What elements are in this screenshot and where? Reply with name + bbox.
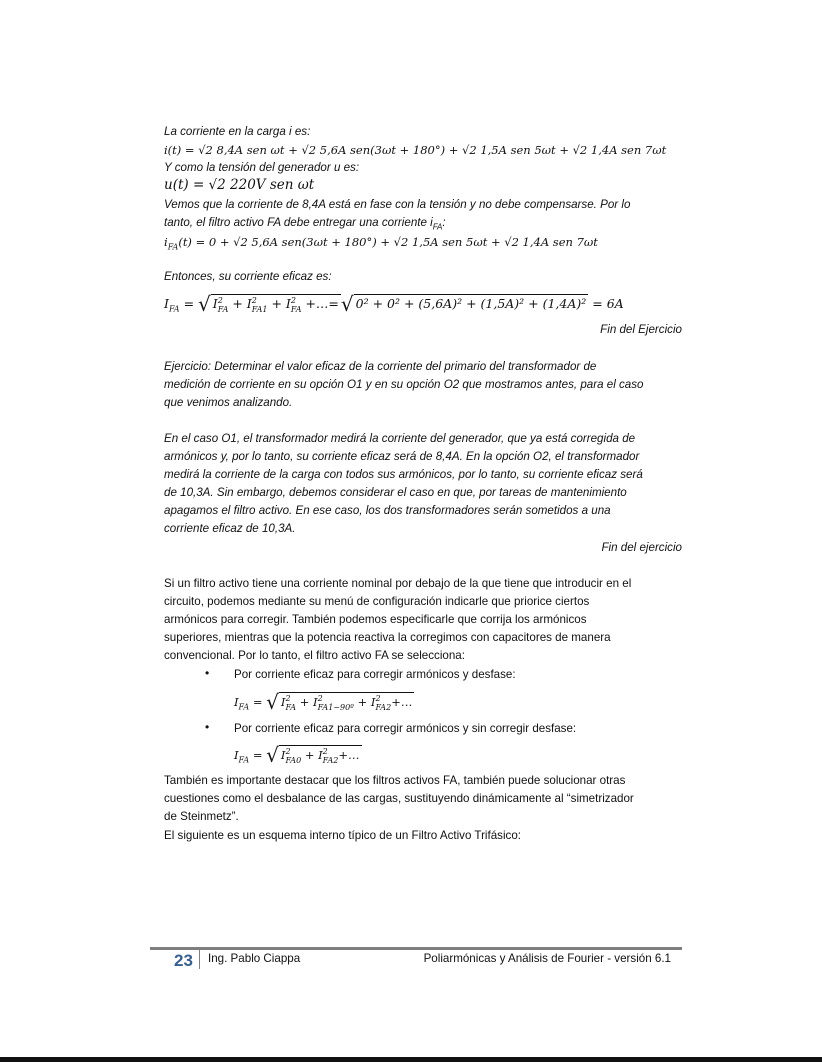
eq-equals: =: [179, 296, 199, 311]
term-sub: FA: [290, 304, 302, 314]
term-indices: [323, 747, 339, 765]
radicand: 0² + 0² + (5,6A)² + (1,5A)² + (1,4A)²: [355, 296, 587, 311]
text-line: de 10,3A. Sin embargo, debemos considerar el caso en que, por tareas de mantenimiento: [164, 486, 627, 499]
text-line: apagamos el filtro activo. En ese caso, los dos transformadores serán sometidos a una: [164, 504, 611, 517]
term-operator: +…: [391, 695, 413, 709]
text-line: circuito, podemos mediante su menú de configuración indicarle que priorice ciertos: [164, 595, 590, 608]
term-operator: +: [296, 695, 314, 709]
equation-i-t: i(t) = √2 8,4A sen ωt + √2 5,6A sen(3ωt + 180°) + √2 1,5A sen 5ωt + √2 1,4A sen 7ωt: [164, 143, 667, 157]
term-base: I: [370, 695, 376, 709]
term-sub: FA: [217, 304, 229, 314]
equation-ifa-t: [164, 234, 598, 250]
text-line: [164, 215, 446, 231]
text-line: Vemos que la corriente de 8,4A está en fase con la tensión y no debe compensarse. Por lo: [164, 198, 631, 211]
text-line: En el caso O1, el transformador medirá la corriente del generador, que ya está corregida de: [164, 432, 636, 445]
text-line: Y como la tensión del generador u es:: [164, 161, 360, 174]
text: tanto, el filtro activo FA debe entregar una corriente i: [164, 216, 433, 229]
text-line: medición de corriente en su opción O1 y en su opción O2 que mostramos antes, para el caso: [164, 378, 644, 391]
eq-sub: FA: [168, 304, 180, 314]
term-sup: 2: [375, 694, 381, 703]
term-indices: [375, 694, 391, 712]
term-base: I: [246, 296, 252, 311]
text-line: convencional. Por lo tanto, el filtro activo FA se selecciona:: [164, 649, 465, 662]
bullet-item: Por corriente eficaz para corregir armónicos y sin corregir desfase:: [234, 722, 577, 735]
eq-lhs: I: [164, 296, 169, 311]
term-sub: FA2: [322, 756, 339, 765]
subscript: FA: [432, 222, 443, 232]
term-sub: FA0: [285, 756, 302, 765]
eq-lhs: I: [234, 695, 239, 709]
bullet-icon: •: [205, 720, 210, 734]
term-base: I: [280, 748, 286, 762]
sqrt-icon: √: [340, 292, 354, 316]
text-line: que venimos analizando.: [164, 396, 293, 409]
eq-lhs: I: [234, 748, 239, 762]
footer-author: Ing. Pablo Ciappa: [208, 952, 301, 965]
text-line: Entonces, su corriente eficaz es:: [164, 270, 332, 283]
term-sup: 2: [285, 694, 291, 703]
term-indices: [252, 296, 268, 314]
term-operator: +: [228, 296, 247, 311]
text-line: medirá la corriente de la carga con todos sus armónicos, por lo tanto, su corriente eficaz será: [164, 468, 643, 481]
radicand: [279, 692, 414, 712]
page-number: 23: [174, 951, 193, 970]
term-base: I: [280, 695, 286, 709]
text-line: armónicos para corregir. También podemos especificarle que corrija los armónicos: [164, 613, 587, 626]
term-sup: 2: [285, 747, 291, 756]
footer-separator: [199, 949, 200, 969]
end-of-exercise: Fin del Ejercicio: [600, 323, 682, 336]
text-line: cuestiones como el desbalance de las cargas, sustituyendo dinámicamente al “simetrizador: [164, 792, 634, 805]
text-line: Si un filtro activo tiene una corriente nominal por debajo de la que tiene que introducir en el: [164, 577, 632, 590]
term-indices: [291, 296, 302, 314]
text-line: de Steinmetz”.: [164, 810, 239, 823]
eq-equals: =: [249, 695, 267, 709]
term-operator: +: [353, 695, 371, 709]
footer-title: Poliarmónicas y Análisis de Fourier - versión 6.1: [423, 952, 671, 965]
bullet-icon: •: [205, 666, 210, 680]
eq-result: = 6A: [588, 296, 624, 311]
radicand: [279, 745, 362, 765]
equation-bullet-2: [234, 745, 362, 765]
text-line: El siguiente es un esquema interno típico de un Filtro Activo Trifásico:: [164, 829, 522, 842]
sqrt-icon: √: [198, 292, 211, 316]
term-sup: 2: [290, 295, 296, 305]
text-line: También es importante destacar que los filtros activos FA, también puede solucionar otras: [164, 774, 626, 787]
eq-sub: FA: [238, 755, 250, 765]
bottom-edge: [0, 1057, 822, 1062]
term-sup: 2: [322, 747, 328, 756]
term-operator: +: [267, 296, 286, 311]
term-indices: [285, 747, 301, 765]
term-operator: +…: [338, 748, 360, 762]
term-sup: 2: [317, 694, 323, 703]
term-sub: FA2: [375, 703, 392, 712]
sqrt-icon: √: [266, 690, 279, 714]
term-operator: +: [301, 748, 319, 762]
sqrt-icon: √: [266, 743, 279, 767]
term-sup: 2: [251, 295, 257, 305]
term-operator: +…=: [301, 296, 339, 311]
equation-effective-current: [164, 294, 624, 314]
term-sub: FA: [285, 703, 297, 712]
bullet-item: Por corriente eficaz para corregir armónicos y desfase:: [234, 668, 516, 681]
footer-divider: [150, 947, 682, 950]
eq-sub: FA: [238, 702, 250, 712]
text-line: Ejercicio: Determinar el valor eficaz de la corriente del primario del transformador de: [164, 360, 597, 373]
eq-rhs: (t) = 0 + √2 5,6A sen(3ωt + 180°) + √2 1,5A sen 5ωt + √2 1,4A sen 7ωt: [178, 235, 598, 249]
equation-bullet-1: [234, 692, 414, 712]
term-base: I: [318, 748, 323, 762]
radicand: [211, 294, 341, 314]
eq-equals: =: [249, 748, 267, 762]
eq-lhs: i: [164, 235, 168, 249]
term-base: I: [313, 695, 318, 709]
term-indices: [285, 694, 296, 712]
text-line: superiores, mientras que la potencia reactiva la corregimos con capacitores de manera: [164, 631, 611, 644]
term-indices: [318, 694, 354, 712]
term-base: I: [285, 296, 291, 311]
term-sub: FA1: [251, 304, 268, 314]
text: :: [442, 216, 446, 229]
end-of-exercise: Fin del ejercicio: [601, 541, 682, 554]
term-sup: 2: [217, 295, 223, 305]
text-line: armónicos y, por lo tanto, su corriente eficaz será de 8,4A. En la opción O2, el transformador: [164, 450, 640, 463]
term-indices: [218, 296, 229, 314]
text-line: corriente eficaz de 10,3A.: [164, 522, 296, 535]
text-line: La corriente en la carga i es:: [164, 125, 311, 138]
term-base: I: [212, 296, 218, 311]
term-sub: FA1−90º: [317, 703, 354, 712]
equation-u-t: u(t) = √2 220V sen ωt: [164, 177, 315, 193]
eq-sub: FA: [167, 242, 179, 252]
